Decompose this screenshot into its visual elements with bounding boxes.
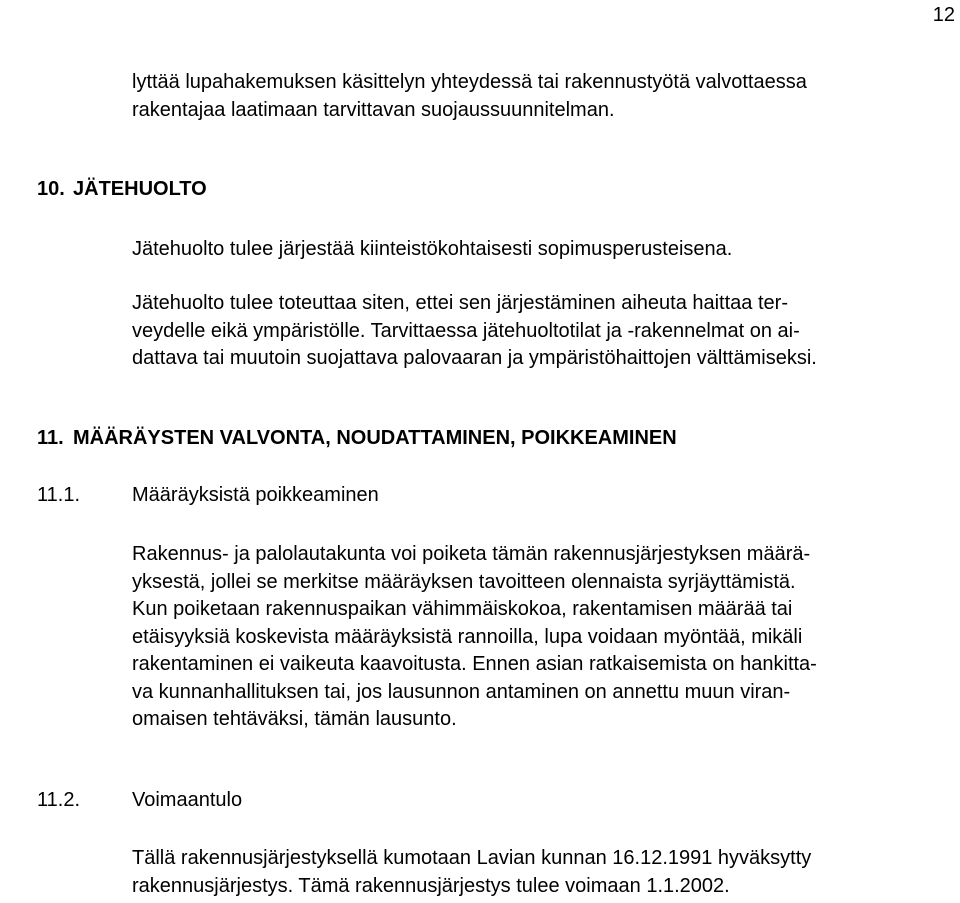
paragraph-line: Jätehuolto tulee toteuttaa siten, ettei sen järjestäminen aiheuta haittaa ter- xyxy=(132,292,788,314)
subsection-number: 11.2. xyxy=(37,789,80,811)
section-title: MÄÄRÄYSTEN VALVONTA, NOUDATTAMINEN, POIKKEAMINEN xyxy=(73,427,677,449)
subsection-title: Määräyksistä poikkeaminen xyxy=(132,484,379,506)
section-10-paragraph-2 xyxy=(132,290,952,373)
section-number: 11. xyxy=(37,427,64,449)
section-heading-11 xyxy=(37,425,677,451)
subsection-11-2-paragraph xyxy=(132,845,952,900)
subsection-title: Voimaantulo xyxy=(132,789,243,811)
subsection-heading-11-1 xyxy=(37,482,379,508)
subsection-heading-11-2 xyxy=(37,787,242,813)
subsection-number: 11.1. xyxy=(37,484,80,506)
paragraph-line: Tällä rakennusjärjestyksellä kumotaan Lavian kunnan 16.12.1991 hyväksytty xyxy=(132,847,812,869)
section-title: JÄTEHUOLTO xyxy=(73,178,207,200)
paragraph-line: va kunnanhallituksen tai, jos lausunnon antaminen on annettu muun viran- xyxy=(132,680,791,703)
paragraph-line: rakentajaa laatimaan tarvittavan suojaussuunnitelman. xyxy=(132,98,615,121)
paragraph-line: dattava tai muutoin suojattava palovaaran ja ympäristöhaittojen välttämiseksi. xyxy=(132,347,817,369)
intro-paragraph xyxy=(132,69,952,124)
paragraph-line: rakentaminen ei vaikeuta kaavoitusta. Ennen asian ratkaisemista on hankitta- xyxy=(132,653,817,675)
paragraph-line: etäisyyksiä koskevista määräyksistä rannoilla, lupa voidaan myöntää, mikäli xyxy=(132,625,803,648)
paragraph-line: rakennusjärjestys. Tämä rakennusjärjestys tulee voimaan 1.1.2002. xyxy=(132,874,730,897)
section-heading-10 xyxy=(37,176,207,202)
section-number: 10. xyxy=(37,178,65,200)
paragraph-line: Rakennus- ja palolautakunta voi poiketa tämän rakennusjärjestyksen määrä- xyxy=(132,543,811,565)
paragraph-line: lyttää lupahakemuksen käsittelyn yhteydessä tai rakennustyötä valvottaessa xyxy=(132,71,807,93)
page-number: 12 xyxy=(932,4,955,26)
paragraph-line: veydelle eikä ympäristölle. Tarvittaessa jätehuoltotilat ja -rakennelmat on ai- xyxy=(132,319,800,342)
subsection-11-1-paragraph xyxy=(132,541,952,734)
paragraph-line: Kun poiketaan rakennuspaikan vähimmäiskokoa, rakentamisen määrää tai xyxy=(132,598,793,620)
paragraph-line: Jätehuolto tulee järjestää kiinteistökohtaisesti sopimusperusteisena. xyxy=(132,238,733,260)
paragraph-line: omaisen tehtäväksi, tämän lausunto. xyxy=(132,708,457,730)
section-10-paragraph-1 xyxy=(132,236,952,264)
paragraph-line: yksestä, jollei se merkitse määräyksen tavoitteen olennaista syrjäyttämistä. xyxy=(132,570,796,593)
